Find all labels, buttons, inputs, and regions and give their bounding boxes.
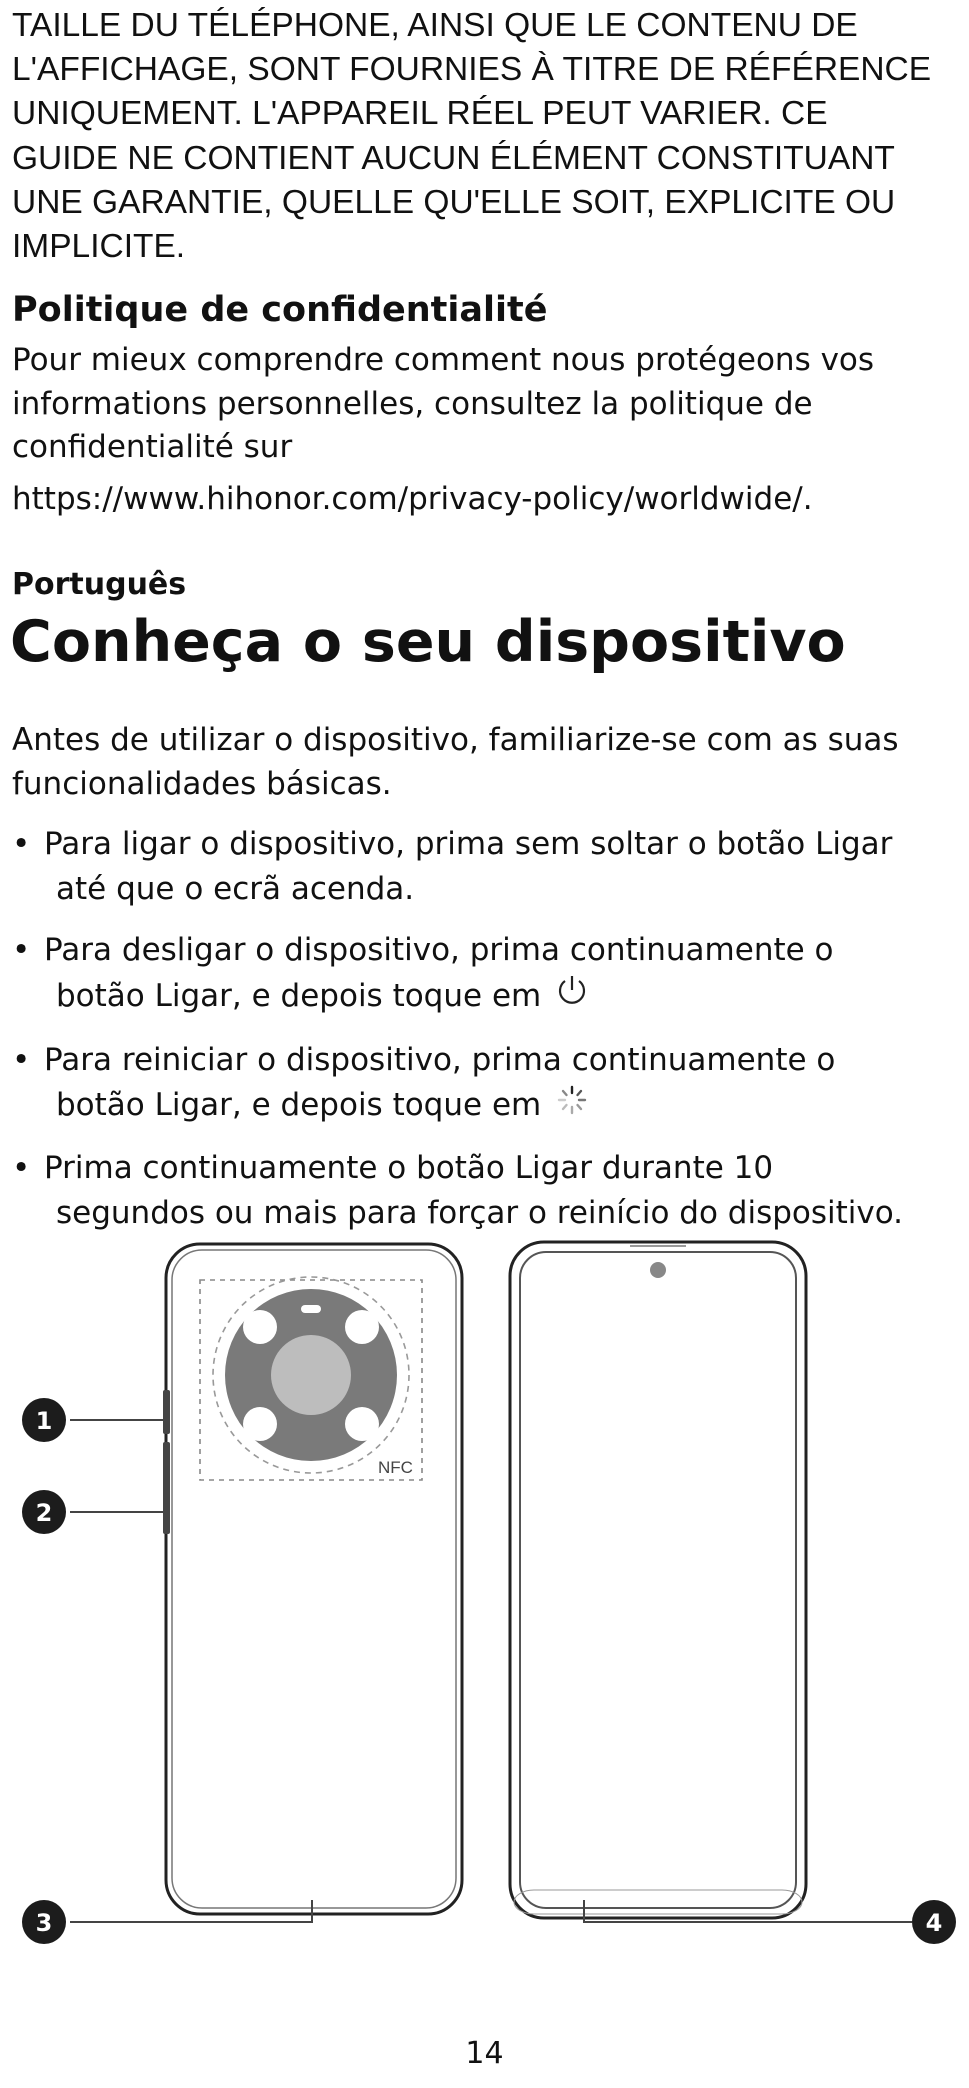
bullet-marker: •	[12, 932, 31, 968]
disclaimer-line: IMPLICITE.	[12, 228, 186, 266]
bullet-line: botão Ligar, e depois toque em	[56, 978, 542, 1014]
bullet-line: botão Ligar, e depois toque em	[56, 1087, 542, 1123]
svg-text:2: 2	[35, 1499, 53, 1527]
instruction-list	[12, 822, 967, 1252]
nfc-label: NFC	[378, 1458, 413, 1477]
privacy-line: confidentialité sur	[12, 429, 293, 465]
bullet-line: Prima continuamente o botão Ligar durante 10	[44, 1150, 774, 1186]
privacy-line: informations personnelles, consultez la politique de	[12, 385, 813, 422]
power-button	[163, 1442, 170, 1534]
privacy-url: https://www.hihonor.com/privacy-policy/worldwide/.	[12, 481, 813, 517]
disclaimer-line: UNE GARANTIE, QUELLE QU'ELLE SOIT, EXPLICITE OU	[12, 183, 896, 221]
main-lens	[271, 1335, 351, 1415]
disclaimer-line: GUIDE NE CONTIENT AUCUN ÉLÉMENT CONSTITUANT	[12, 139, 895, 177]
bullet-line-with-icon	[56, 1083, 967, 1130]
bullet-line-with-icon	[56, 973, 967, 1022]
bullet-line: segundos ou mais para forçar o reinício do dispositivo.	[56, 1195, 904, 1231]
callout-3	[22, 1900, 66, 1944]
privacy-heading: Politique de confidentialité	[12, 290, 548, 330]
bullet-line: Para ligar o dispositivo, prima sem soltar o botão Ligar	[44, 826, 893, 862]
callout-2	[22, 1490, 66, 1534]
volume-button	[163, 1390, 170, 1434]
bullet-marker: •	[12, 1150, 31, 1186]
bullet-marker: •	[12, 1042, 31, 1078]
front-camera	[650, 1262, 666, 1278]
camera-lens	[243, 1407, 277, 1441]
phone-back	[163, 1244, 462, 1914]
intro-line: funcionalidades básicas.	[12, 766, 392, 802]
list-item	[12, 1038, 967, 1130]
callout-4	[912, 1900, 956, 1944]
page-number: 14	[465, 2036, 504, 2071]
bullet-line: Para reiniciar o dispositivo, prima continuamente o	[44, 1042, 836, 1078]
list-item	[12, 822, 967, 912]
phone-front	[510, 1242, 806, 1918]
intro-line: Antes de utilizar o dispositivo, familiarize-se com as suas	[12, 722, 899, 758]
flash	[301, 1305, 321, 1313]
svg-text:4: 4	[925, 1909, 943, 1937]
intro-paragraph	[12, 718, 962, 806]
privacy-line: Pour mieux comprendre comment nous protégeons vos	[12, 342, 875, 378]
svg-text:3: 3	[35, 1909, 53, 1937]
camera-lens	[345, 1310, 379, 1344]
disclaimer-text	[12, 4, 962, 269]
disclaimer-line: L'AFFICHAGE, SONT FOURNIES À TITRE DE RÉFÉRENCE	[12, 51, 932, 89]
restart-icon	[555, 1083, 589, 1130]
language-label: Português	[12, 567, 187, 602]
disclaimer-line: UNIQUEMENT. L'APPAREIL RÉEL PEUT VARIER. CE	[12, 95, 828, 133]
camera-lens	[243, 1310, 277, 1344]
callout-1	[22, 1398, 66, 1442]
svg-text:1: 1	[35, 1407, 53, 1435]
bullet-line: até que o ecrã acenda.	[56, 871, 415, 907]
disclaimer-line: TAILLE DU TÉLÉPHONE, AINSI QUE LE CONTENU DE	[12, 7, 858, 44]
privacy-paragraph	[12, 339, 962, 470]
section-title: Conheça o seu dispositivo	[10, 609, 846, 675]
list-item	[12, 1146, 967, 1236]
camera-lens	[345, 1407, 379, 1441]
bullet-line: Para desligar o dispositivo, prima continuamente o	[44, 932, 834, 968]
list-item	[12, 928, 967, 1022]
power-icon	[555, 973, 589, 1022]
device-diagram	[0, 1230, 969, 1950]
bullet-marker: •	[12, 826, 31, 862]
